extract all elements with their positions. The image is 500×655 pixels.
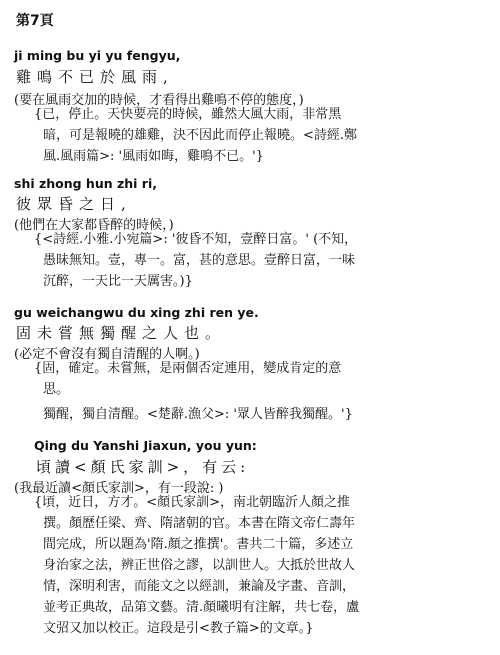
note-line: 並考正典故，品第文藝。清.顏曦明有注解，共七卷，盧 [43,600,360,615]
pinyin-line: gu weichangwu du xing zhi ren ye. [14,305,259,320]
page-number: 第7頁 [16,13,54,29]
annotation-note [34,492,359,639]
note-line: 間完成，所以題為'隋.顏之推撰'。書共二十篇，多述立 [43,537,354,552]
note-line: 身治家之法，辨正世俗之謬，以訓世人。大抵於世故人 [43,558,356,573]
annotation-note [34,104,357,167]
note-line: 撰。顏歷任梁、齊、隋諸朝的官。本書在隋文帝仁壽年 [43,516,356,531]
note-line: {頃，近日，方才。<顏氏家訓>，南北朝臨沂人顏之推 [34,495,351,510]
pinyin-line: shi zhong hun zhi ri, [14,176,157,191]
note-line: 思。 [43,382,70,397]
annotation-note [34,229,357,292]
note-line: {固，確定。未嘗無，是兩個否定連用，變成肯定的意 [34,361,342,376]
chinese-line: 固未嘗無獨醒之人也。 [16,324,227,342]
note-line: 暗，可是報曉的雄雞，決不因此而停止報曉。<詩經.鄭 [43,128,358,143]
note-line: 文弨又加以校正。這段是引<教子篇>的文章。} [43,621,314,636]
pinyin-line: ji ming bu yi yu fengyu, [14,48,181,63]
translation-line: (要在風雨交加的時候，才看得出雞鳴不停的態度，) [14,93,304,108]
translation-line: (我最近讀<顏氏家訓>，有一段說: ) [14,481,224,496]
note-line: 情，深明利害，而能文之以經訓，兼論及字畫、音訓， [43,579,356,594]
chinese-line: 雞鳴不已於風雨, [16,68,174,86]
annotation-note [34,358,353,425]
translation-line: (必定不會沒有獨自清醒的人啊。) [14,347,200,362]
note-line: 沉醉，一天比一天厲害。)} [43,274,193,289]
note-line: 愚昧無知。壹，專一。富，甚的意思。壹醉日富，一味 [43,253,356,268]
note-line: 風.風雨篇>: '風雨如晦，雞鳴不已。'} [43,149,264,164]
note-line: 獨醒，獨自清醒。<楚辭.漁父>: '眾人皆醉我獨醒。'} [43,407,353,422]
note-line: {已，停止。天快要亮的時候，雖然大風大雨，非常黑 [34,107,342,122]
pinyin-line: Qing du Yanshi Jiaxun, you yun: [34,438,257,453]
chinese-line: 彼眾昏之日, [16,195,132,213]
chinese-line: 頃讀<顏氏家訓>，有云: [36,458,250,476]
translation-line: (他們在大家都昏醉的時候，) [14,218,174,233]
note-line: {<詩經.小雅.小宛篇>: '彼昏不知，壹醉日富。' (不知， [34,232,358,247]
